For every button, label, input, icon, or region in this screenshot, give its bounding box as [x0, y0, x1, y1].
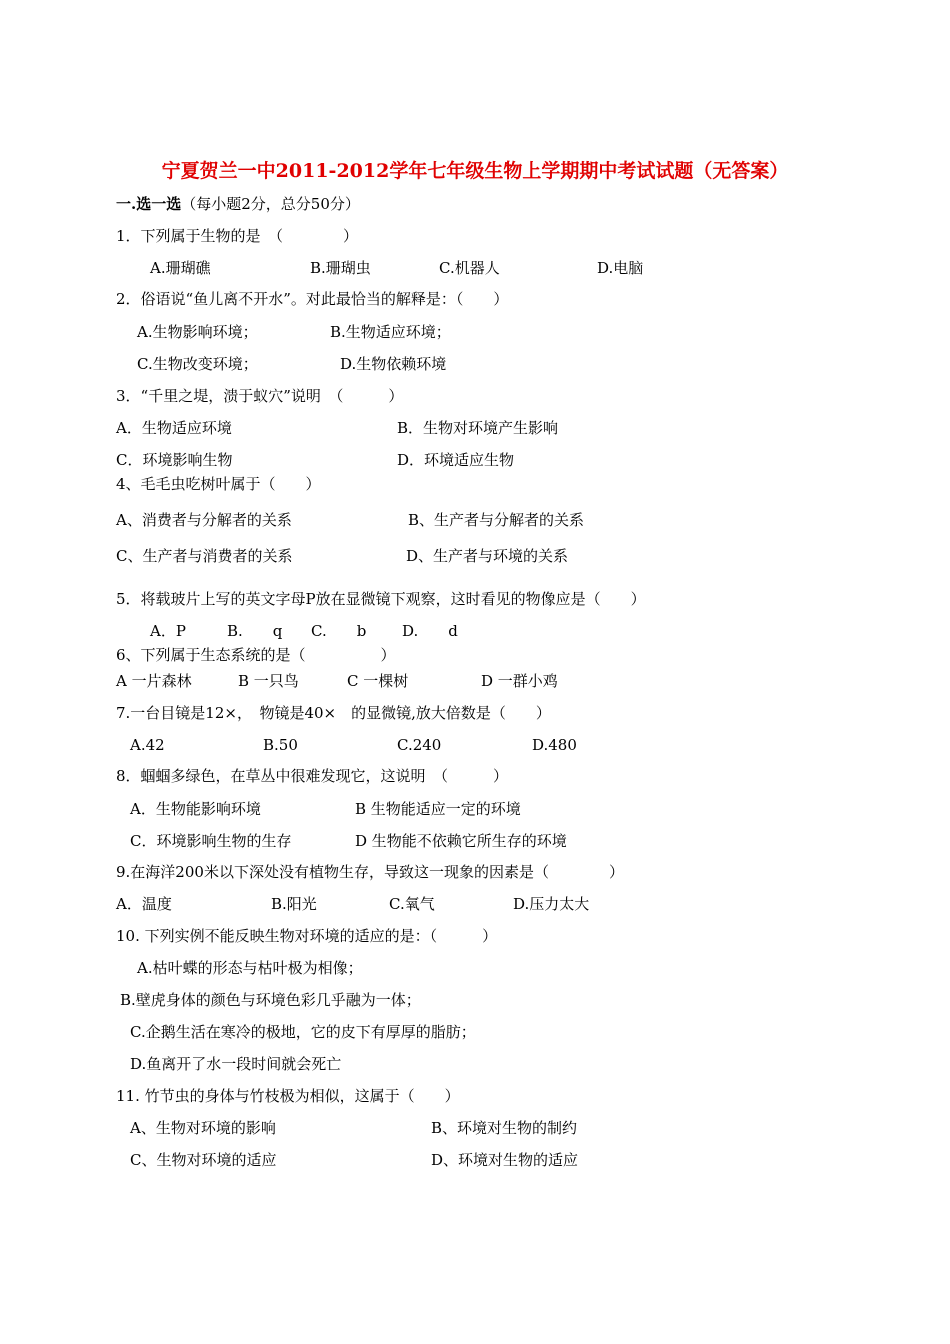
question-2-option-b: B.生物适应环境；: [330, 323, 451, 341]
question-4-option-b: B、生产者与分解者的关系: [408, 511, 585, 529]
question-5-stem: 5．将载玻片上写的英文字母P放在显微镜下观察，这时看见的物像应是（ ）: [116, 590, 646, 608]
question-7-stem: 7.一台目镜是12×， 物镜是40× 的显微镜,放大倍数是（ ）: [116, 704, 551, 722]
question-3-option-d: D．环境适应生物: [397, 451, 515, 469]
question-10-option-d: D.鱼离开了水一段时间就会死亡: [130, 1055, 342, 1073]
question-11-option-a: A、生物对环境的影响: [130, 1119, 276, 1137]
question-11-option-c: C、生物对环境的适应: [130, 1151, 277, 1169]
question-3-option-b: B．生物对环境产生影响: [397, 419, 559, 437]
question-1-option-d: D.电脑: [597, 259, 644, 277]
question-5-option-d: D. d: [402, 622, 458, 640]
question-1-option-b: B.珊瑚虫: [310, 259, 371, 277]
question-2-stem: 2．俗语说“鱼儿离不开水”。对此最恰当的解释是：（ ）: [116, 290, 509, 308]
question-10-option-a: A.枯叶蝶的形态与枯叶极为相像；: [137, 959, 363, 977]
question-3-stem: 3．“千里之堤，溃于蚁穴”说明 （ ）: [116, 387, 404, 405]
question-8-option-d: D 生物能不依赖它所生存的环境: [355, 832, 567, 850]
question-11-option-d: D、环境对生物的适应: [431, 1151, 579, 1169]
section-heading-label: 一.选一选: [116, 195, 182, 213]
question-3-option-a: A．生物适应环境: [116, 419, 232, 437]
question-4-option-d: D、生产者与环境的关系: [406, 547, 569, 565]
question-8-option-a: A．生物能影响环境: [130, 800, 261, 818]
question-2-option-c: C.生物改变环境；: [137, 355, 258, 373]
question-1-option-c: C.机器人: [439, 259, 500, 277]
question-9-option-b: B.阳光: [271, 895, 317, 913]
question-1-option-a: A.珊瑚礁: [150, 259, 211, 277]
question-8-option-b: B 生物能适应一定的环境: [355, 800, 521, 818]
question-10-option-b: B.壁虎身体的颜色与环境色彩几乎融为一体；: [120, 991, 421, 1009]
question-9-option-a: A．温度: [116, 895, 172, 913]
question-6-option-a: A 一片森林: [116, 672, 192, 690]
question-2-option-a: A.生物影响环境；: [137, 323, 258, 341]
document-title: 宁夏贺兰一中2011-2012学年七年级生物上学期期中考试试题（无答案）: [161, 160, 789, 182]
question-5-option-c: C. b: [311, 622, 367, 640]
question-7-option-d: D.480: [532, 736, 577, 754]
question-6-option-c: C 一棵树: [347, 672, 409, 690]
question-10-stem: 10. 下列实例不能反映生物对环境的适应的是：（ ）: [116, 927, 498, 945]
question-10-option-c: C.企鹅生活在寒冷的极地，它的皮下有厚厚的脂肪；: [130, 1023, 476, 1041]
question-6-option-d: D 一群小鸡: [481, 672, 558, 690]
question-11-option-b: B、环境对生物的制约: [431, 1119, 578, 1137]
question-7-option-c: C.240: [397, 736, 442, 754]
section-scoring-note: （每小题2分，总分50分）: [181, 195, 360, 213]
question-9-option-d: D.压力太大: [513, 895, 590, 913]
question-2-option-d: D.生物依赖环境: [340, 355, 447, 373]
question-4-option-a: A、消费者与分解者的关系: [116, 511, 292, 529]
section-heading: [116, 194, 360, 214]
question-8-option-c: C．环境影响生物的生存: [130, 832, 292, 850]
question-3-option-c: C．环境影响生物: [116, 451, 233, 469]
question-6-option-b: B 一只鸟: [238, 672, 299, 690]
question-4-option-c: C、生产者与消费者的关系: [116, 547, 293, 565]
question-9-stem: 9.在海洋200米以下深处没有植物生存，导致这一现象的因素是（ ）: [116, 863, 624, 881]
question-7-option-b: B.50: [263, 736, 298, 754]
question-6-stem: 6、下列属于生态系统的是（ ）: [116, 646, 396, 664]
question-7-option-a: A.42: [130, 736, 165, 754]
question-4-stem: 4、毛毛虫吃树叶属于（ ）: [116, 475, 321, 493]
question-11-stem: 11. 竹节虫的身体与竹枝极为相似，这属于（ ）: [116, 1087, 460, 1105]
question-9-option-c: C.氧气: [389, 895, 435, 913]
question-1-stem: 1．下列属于生物的是 （ ）: [116, 227, 359, 245]
question-8-stem: 8．蝈蝈多绿色，在草丛中很难发现它，这说明 （ ）: [116, 767, 509, 785]
question-5-option-a: A．P: [150, 622, 186, 640]
question-5-option-b: B. q: [227, 622, 283, 640]
